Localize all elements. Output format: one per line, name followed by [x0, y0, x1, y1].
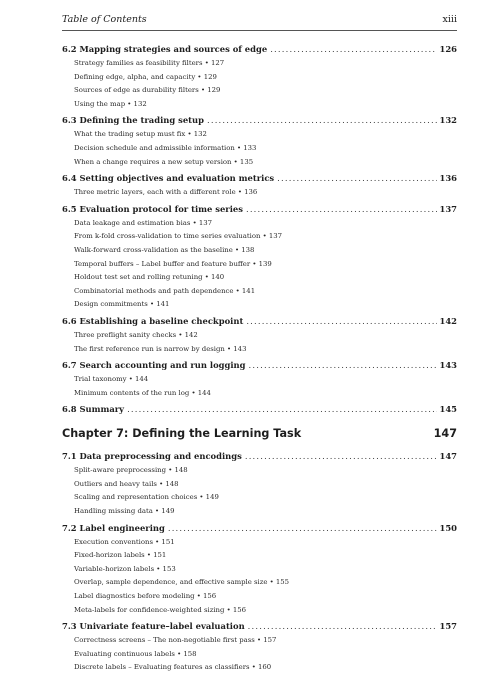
section-page-number: 157 [439, 621, 457, 632]
running-head-title: Table of Contents [62, 14, 147, 25]
toc-section-entry[interactable] [62, 358, 457, 373]
toc-subentry[interactable]: Meta-labels for confidence-weighted sizing • 156 [74, 605, 246, 614]
toc-subentry[interactable]: Split-aware preprocessing • 148 [74, 466, 188, 475]
toc-subentry[interactable]: Fixed-horizon labels • 151 [74, 551, 167, 560]
toc-section-entry[interactable] [62, 171, 457, 186]
section-page-number: 147 [439, 451, 457, 462]
dot-leader [246, 202, 437, 217]
chapter-title: Chapter 7: Defining the Learning Task [62, 427, 302, 441]
toc-subentry[interactable]: Design commitments • 141 [74, 300, 170, 309]
toc-subentry[interactable]: Decision schedule and admissible information • 133 [74, 143, 257, 152]
dot-leader [207, 113, 437, 128]
toc-subentry[interactable]: Data leakage and estimation bias • 137 [74, 218, 213, 227]
toc-subentry[interactable]: Walk-forward cross-validation as the baseline • 138 [74, 245, 255, 254]
toc-subentry[interactable]: Holdout test set and rolling retuning • 140 [74, 273, 225, 282]
toc-subentry[interactable]: When a change requires a new setup version • 135 [74, 157, 254, 166]
section-page-number: 142 [439, 315, 457, 326]
toc-chapter-heading[interactable] [62, 421, 457, 447]
dot-leader [168, 521, 437, 536]
section-title: 6.3 Defining the trading setup [62, 115, 204, 126]
toc-subentry[interactable]: Trial taxonomy • 144 [74, 375, 149, 384]
toc-section-entry[interactable] [62, 113, 457, 128]
toc-section-entry[interactable] [62, 42, 457, 57]
toc-subentry[interactable]: Variable-horizon labels • 153 [74, 564, 176, 573]
section-title: 7.2 Label engineering [62, 522, 165, 533]
dot-leader [270, 42, 436, 57]
toc-subentry[interactable]: Minimum contents of the run log • 144 [74, 388, 211, 397]
toc-subentry[interactable]: Overlap, sample dependence, and effective sample size • 155 [74, 578, 290, 587]
toc-subentry[interactable]: Sources of edge as durability filters • 129 [74, 86, 221, 95]
section-title: 6.2 Mapping strategies and sources of edge [62, 44, 268, 54]
toc-subentry[interactable]: Handling missing data • 149 [74, 507, 175, 516]
toc-subentry[interactable]: What the trading setup must fix • 132 [74, 130, 207, 139]
toc-subentry[interactable]: Discrete labels – Evaluating features as classifiers • 160 [74, 663, 272, 672]
running-head-page-number: xiii [442, 14, 457, 25]
dot-leader [127, 402, 436, 417]
dot-leader [245, 449, 437, 464]
toc-subentry[interactable]: Three metric layers, each with a different role • 136 [74, 188, 258, 197]
toc-subentry[interactable]: Strategy families as feasibility filters • 127 [74, 59, 225, 67]
toc-section-entry[interactable] [62, 449, 457, 464]
section-title: 6.7 Search accounting and run logging [62, 360, 246, 371]
section-title: 6.5 Evaluation protocol for time series [62, 203, 243, 214]
running-head [62, 14, 457, 25]
dot-leader [249, 358, 437, 373]
toc-section-entry[interactable] [62, 314, 457, 329]
toc-subentry[interactable]: Evaluating continuous labels • 158 [74, 649, 197, 658]
toc-subentry[interactable]: Outliers and heavy tails • 148 [74, 479, 179, 488]
section-page-number: 132 [439, 115, 457, 126]
toc-section-entry[interactable] [62, 619, 457, 634]
dot-leader [248, 619, 437, 634]
section-title: 6.6 Establishing a baseline checkpoint [62, 315, 244, 326]
toc-section-entry[interactable] [62, 202, 457, 217]
toc-list [62, 40, 457, 675]
section-page-number: 137 [439, 203, 457, 214]
toc-subentry[interactable]: Three preflight sanity checks • 142 [74, 330, 198, 339]
section-title: 7.3 Univariate feature–label evaluation [62, 621, 245, 632]
toc-subentry[interactable]: Label diagnostics before modeling • 156 [74, 592, 217, 601]
section-title: 6.8 Summary [62, 404, 125, 415]
toc-section-entry[interactable] [62, 521, 457, 536]
toc-subentry[interactable]: Scaling and representation choices • 149 [74, 493, 219, 502]
header-rule [62, 30, 457, 31]
dot-leader [246, 314, 436, 329]
toc-subentry[interactable]: Combinatorial methods and path dependence • 141 [74, 286, 256, 295]
section-page-number: 150 [439, 522, 457, 533]
toc-subentry[interactable]: From k-fold cross-validation to time series evaluation • 137 [74, 232, 282, 241]
section-page-number: 145 [439, 404, 457, 415]
toc-subentry[interactable]: Execution conventions • 151 [74, 537, 175, 546]
section-title: 6.4 Setting objectives and evaluation metrics [62, 173, 275, 184]
toc-section-entry[interactable] [62, 402, 457, 417]
toc-subentry[interactable]: Correctness screens – The non-negotiable first pass • 157 [74, 636, 277, 645]
dot-leader [277, 171, 436, 186]
section-page-number: 126 [439, 44, 457, 54]
chapter-page-number: 147 [433, 427, 457, 441]
section-page-number: 136 [439, 173, 457, 184]
toc-subentry[interactable]: Using the map • 132 [74, 99, 147, 108]
section-page-number: 143 [439, 360, 457, 371]
section-title: 7.1 Data preprocessing and encodings [62, 451, 242, 462]
toc-subentry[interactable]: The first reference run is narrow by design • 143 [74, 344, 247, 353]
toc-subentry[interactable]: Defining edge, alpha, and capacity • 129 [74, 72, 217, 81]
toc-subentry[interactable]: Temporal buffers – Label buffer and feature buffer • 139 [74, 259, 272, 268]
